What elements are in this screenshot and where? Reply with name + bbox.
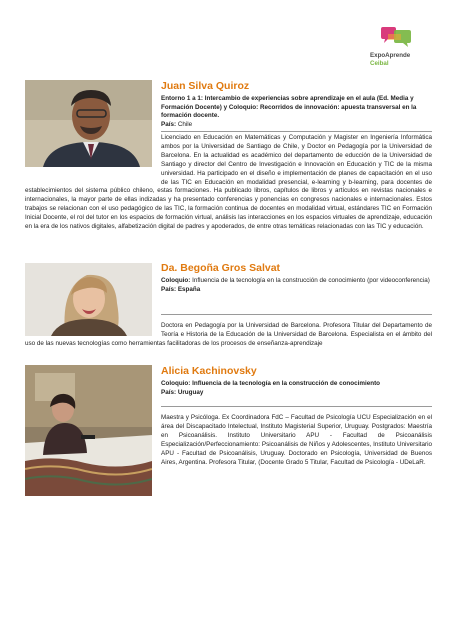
person-name: Da. Begoña Gros Salvat <box>161 262 281 274</box>
country-value: Uruguay <box>177 388 204 396</box>
session-title: Entorno 1 a 1: Intercambio de experiencias sobre aprendizaje en el aula (Ed. Media y Formación Docente) y Coloquio: Recorridos de innovación: apuesta transversal en la formación docente. <box>161 95 417 120</box>
divider <box>161 406 432 407</box>
country-value: España <box>177 285 201 293</box>
logo-title: ExpoAprende <box>370 52 411 59</box>
session-label: Coloquio: <box>161 277 191 284</box>
speech-bubbles-icon <box>379 26 413 48</box>
biography-text: Maestra y Psicóloga. Ex Coordinadora FdC – Facultad de Psicología UCU Especialización en el área del Discapacitado Intelectual, Instituto Magisterial Superior, Uruguay. Postgrados: Maestría en Psicoanálisis. Instituto Universitario APU - Facultad de Psicoanálisis Especialización/Perfeccionamiento: Psicoanálisis de Niños y Adolescentes, Instituto Universitario APU - Facultad de Psicoanálisis, Uruguay. Doctorado en Psicología, Universidad de Buenos Aires, Argentina. Profesora Titular, (Docente Grado 5 Titular, Facultad de Psicología - UDeLaR. <box>161 414 432 466</box>
expoaprende-ceibal-logo <box>369 26 439 70</box>
divider <box>161 131 432 132</box>
person-name: Juan Silva Quiroz <box>161 80 250 92</box>
session-info <box>161 380 432 397</box>
biography <box>161 414 432 467</box>
session-title: Coloquio: Influencia de la tecnología en la construcción de conocimiento <box>161 380 381 387</box>
country-label: País: <box>161 388 177 396</box>
country-label: País: <box>161 120 177 128</box>
biography <box>25 322 432 349</box>
divider <box>161 314 432 315</box>
portrait-alicia-kachinovsky <box>25 365 152 496</box>
logo-subtitle: Ceibal <box>370 60 389 67</box>
person-name: Alicia Kachinovsky <box>161 365 257 377</box>
country-value: Chile <box>177 120 193 128</box>
session-info <box>161 277 432 294</box>
session-title: Influencia de la tecnología en la construcción de conocimiento (por videoconferencia) <box>192 277 430 284</box>
biography <box>25 134 432 232</box>
session-info <box>161 95 431 129</box>
country-label: País: <box>161 285 177 293</box>
biography-text: Doctora en Pedagogía por la Universidad de Barcelona. Profesora Titular del Departamento de Teoría e Historia de la Educación de la Universidad de Barcelona. Especialista en el ámbito del uso de las nuevas tecnologías como herramientas facilitadoras de los procesos de enseñanza-aprendizaje <box>25 322 432 347</box>
biography-text: Licenciado en Educación en Matemáticas y Computación y Magister en Ingeniería Informática ambos por la Universidad de Santiago de Chile, y Doctor en Pedagogía por la Universidad de Barcelona. En la actualidad es académico del departamento de educción de la Universidad de Santiago y director del Centro de Investigación e Innovación en Educación y TIC de la misma universidad. Ha participado en el diseño e implementación de planes de capacitación en el uso de las TIC en Educación en modalidad presencial, e-learning y b-learning, para docentes de establecimientos del sistema público chileno, estas formaciones. Ha publicado libros, capítulos de libros y artículos en revistas nacionales e internacionales, la mayor parte de ellas indizadas y ha presentado conferencias y ponencias en congresos nacionales e internacionales. Estos trabajos se relacionan con el uso pedagógico de las TIC, la formación continua de docentes en modalidad virtual, estándares TIC en Formación Inicial Docente, el rol del tutor en los espacios de formación virtual, análisis las interacciones en los espacios virtuales de aprendizaje, educación en la era de los nativos digitales, alfabetización digital de padres y apoderados, de entre otras temáticas relacionadas con las TIC y educación. <box>25 134 432 231</box>
